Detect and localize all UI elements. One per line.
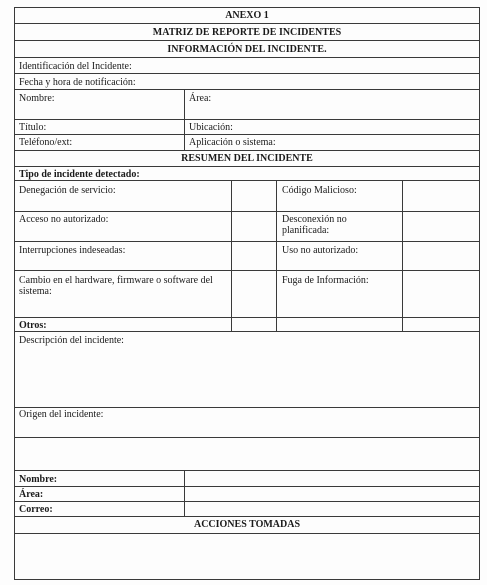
application-label: Aplicación o sistema: xyxy=(189,137,276,148)
info-title: INFORMACIÓN DEL INCIDENTE. xyxy=(167,44,327,55)
type-unwanted-interruptions: Interrupciones indeseadas: xyxy=(19,245,126,256)
contact-name-value[interactable] xyxy=(184,470,480,487)
phone-label: Teléfono/ext: xyxy=(19,137,73,148)
type-check-cell[interactable] xyxy=(231,241,277,271)
blank-row[interactable] xyxy=(14,437,480,471)
type-heading: Tipo de incidente detectado: xyxy=(19,169,140,180)
type-information-leak: Fuga de Información: xyxy=(282,275,369,286)
contact-email-label: Correo: xyxy=(19,504,53,515)
contact-name-label: Nombre: xyxy=(19,474,58,485)
area-cell[interactable] xyxy=(184,89,480,120)
actions-title: ACCIONES TOMADAS xyxy=(193,519,301,530)
type-check-cell[interactable] xyxy=(231,211,277,242)
type-check-cell[interactable] xyxy=(402,241,480,271)
type-check-cell[interactable] xyxy=(402,180,480,212)
actions-field[interactable] xyxy=(14,533,480,580)
summary-title: RESUMEN DEL INCIDENTE xyxy=(181,153,313,164)
origin-label: Origen del incidente: xyxy=(19,409,104,420)
type-check-cell[interactable] xyxy=(402,211,480,242)
others-label-cell xyxy=(14,317,232,332)
type-denial-of-service: Denegación de servicio: xyxy=(19,185,116,196)
matrix-title: MATRIZ DE REPORTE DE INCIDENTES xyxy=(152,27,342,38)
annex-label: ANEXO 1 xyxy=(225,10,269,21)
type-unauthorized-use: Uso no autorizado: xyxy=(282,245,359,256)
description-label: Descripción del incidente: xyxy=(19,335,124,346)
type-check-cell[interactable] xyxy=(231,180,277,212)
title-label: Título: xyxy=(19,122,47,133)
type-check-cell[interactable] xyxy=(402,270,480,318)
type-check-cell[interactable] xyxy=(231,270,277,318)
type-hardware-change: Cambio en el hardware, firmware o software del sistema: xyxy=(19,275,213,297)
location-label: Ubicación: xyxy=(189,122,233,133)
contact-email-value[interactable] xyxy=(184,501,480,517)
type-label-cell xyxy=(276,317,403,332)
area-label: Área: xyxy=(189,93,212,104)
type-check-cell[interactable] xyxy=(402,317,480,332)
notification-label: Fecha y hora de notificación: xyxy=(19,77,136,88)
type-check-cell[interactable] xyxy=(231,317,277,332)
type-unauthorized-access: Acceso no autorizado: xyxy=(19,214,109,225)
identification-label: Identificación del Incidente: xyxy=(19,61,132,72)
others-label: Otros: xyxy=(19,320,47,331)
name-label: Nombre: xyxy=(19,93,55,104)
type-malicious-code: Código Malicioso: xyxy=(282,185,357,196)
contact-area-label: Área: xyxy=(19,489,44,500)
contact-area-value[interactable] xyxy=(184,486,480,502)
type-unplanned-disconnection: Desconexión no planificada: xyxy=(282,214,347,236)
